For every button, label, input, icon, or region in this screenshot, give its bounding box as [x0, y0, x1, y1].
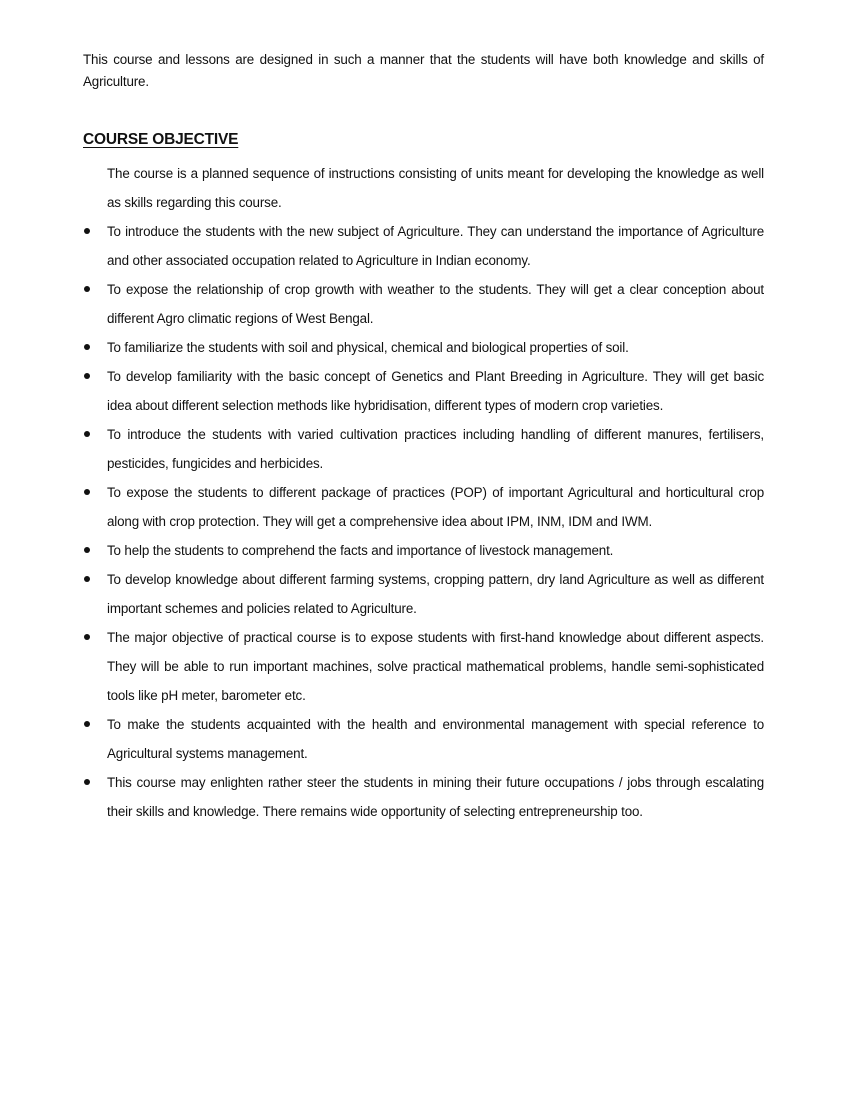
objective-paragraph: The course is a planned sequence of instructions consisting of units meant for developing the knowledge as well as skills regarding this course. — [107, 166, 764, 210]
section-heading: COURSE OBJECTIVE — [83, 131, 239, 148]
list-item — [83, 710, 764, 768]
list-item-text: To develop familiarity with the basic concept of Genetics and Plant Breeding in Agriculture. They will get basic idea about different selection methods like hybridisation, different types of modern crop varieties. — [107, 369, 764, 413]
list-item-text: To expose the relationship of crop growth with weather to the students. They will get a clear conception about different Agro climatic regions of West Bengal. — [107, 282, 764, 326]
list-item-text: To develop knowledge about different farming systems, cropping pattern, dry land Agriculture as well as different important schemes and policies related to Agriculture. — [107, 572, 764, 616]
bullet-icon — [84, 576, 90, 582]
bullet-icon — [84, 344, 90, 350]
list-item — [83, 217, 764, 275]
bullet-icon — [84, 779, 90, 785]
bullet-icon — [84, 489, 90, 495]
list-item — [83, 536, 764, 565]
list-item — [83, 623, 764, 710]
bullet-icon — [84, 373, 90, 379]
list-item-text: To familiarize the students with soil and physical, chemical and biological properties of soil. — [107, 340, 629, 355]
intro-paragraph: This course and lessons are designed in such a manner that the students will have both knowledge and skills of Agriculture. — [83, 52, 764, 89]
list-item-text: To introduce the students with varied cultivation practices including handling of different manures, fertilisers, pesticides, fungicides and herbicides. — [107, 427, 764, 471]
list-item-text: To make the students acquainted with the health and environmental management with special reference to Agricultural systems management. — [107, 717, 764, 761]
bullet-icon — [84, 634, 90, 640]
bullet-icon — [84, 286, 90, 292]
bullet-icon — [84, 547, 90, 553]
list-item-text: To introduce the students with the new subject of Agriculture. They can understand the importance of Agriculture and other associated occupation related to Agriculture in Indian economy. — [107, 224, 764, 268]
list-item — [83, 565, 764, 623]
document-page — [83, 49, 764, 826]
bullet-icon — [84, 721, 90, 727]
list-item — [83, 333, 764, 362]
bullet-icon — [84, 228, 90, 234]
list-item — [83, 420, 764, 478]
bullet-icon — [84, 431, 90, 437]
list-item-text: To expose the students to different package of practices (POP) of important Agricultural and horticultural crop along with crop protection. They will get a comprehensive idea about IPM, INM, IDM and IWM. — [107, 485, 764, 529]
list-item-text: This course may enlighten rather steer the students in mining their future occupations / jobs through escalating their skills and knowledge. There remains wide opportunity of selecting entrepreneurship too. — [107, 775, 764, 819]
list-item — [83, 362, 764, 420]
list-item — [83, 478, 764, 536]
list-item — [83, 275, 764, 333]
objectives-list — [83, 217, 764, 826]
list-item — [83, 768, 764, 826]
list-item-text: The major objective of practical course is to expose students with first-hand knowledge about different aspects. They will be able to run important machines, solve practical mathematical problems, handle semi-sophisticated tools like pH meter, barometer etc. — [107, 630, 764, 703]
list-item-text: To help the students to comprehend the facts and importance of livestock management. — [107, 543, 614, 558]
